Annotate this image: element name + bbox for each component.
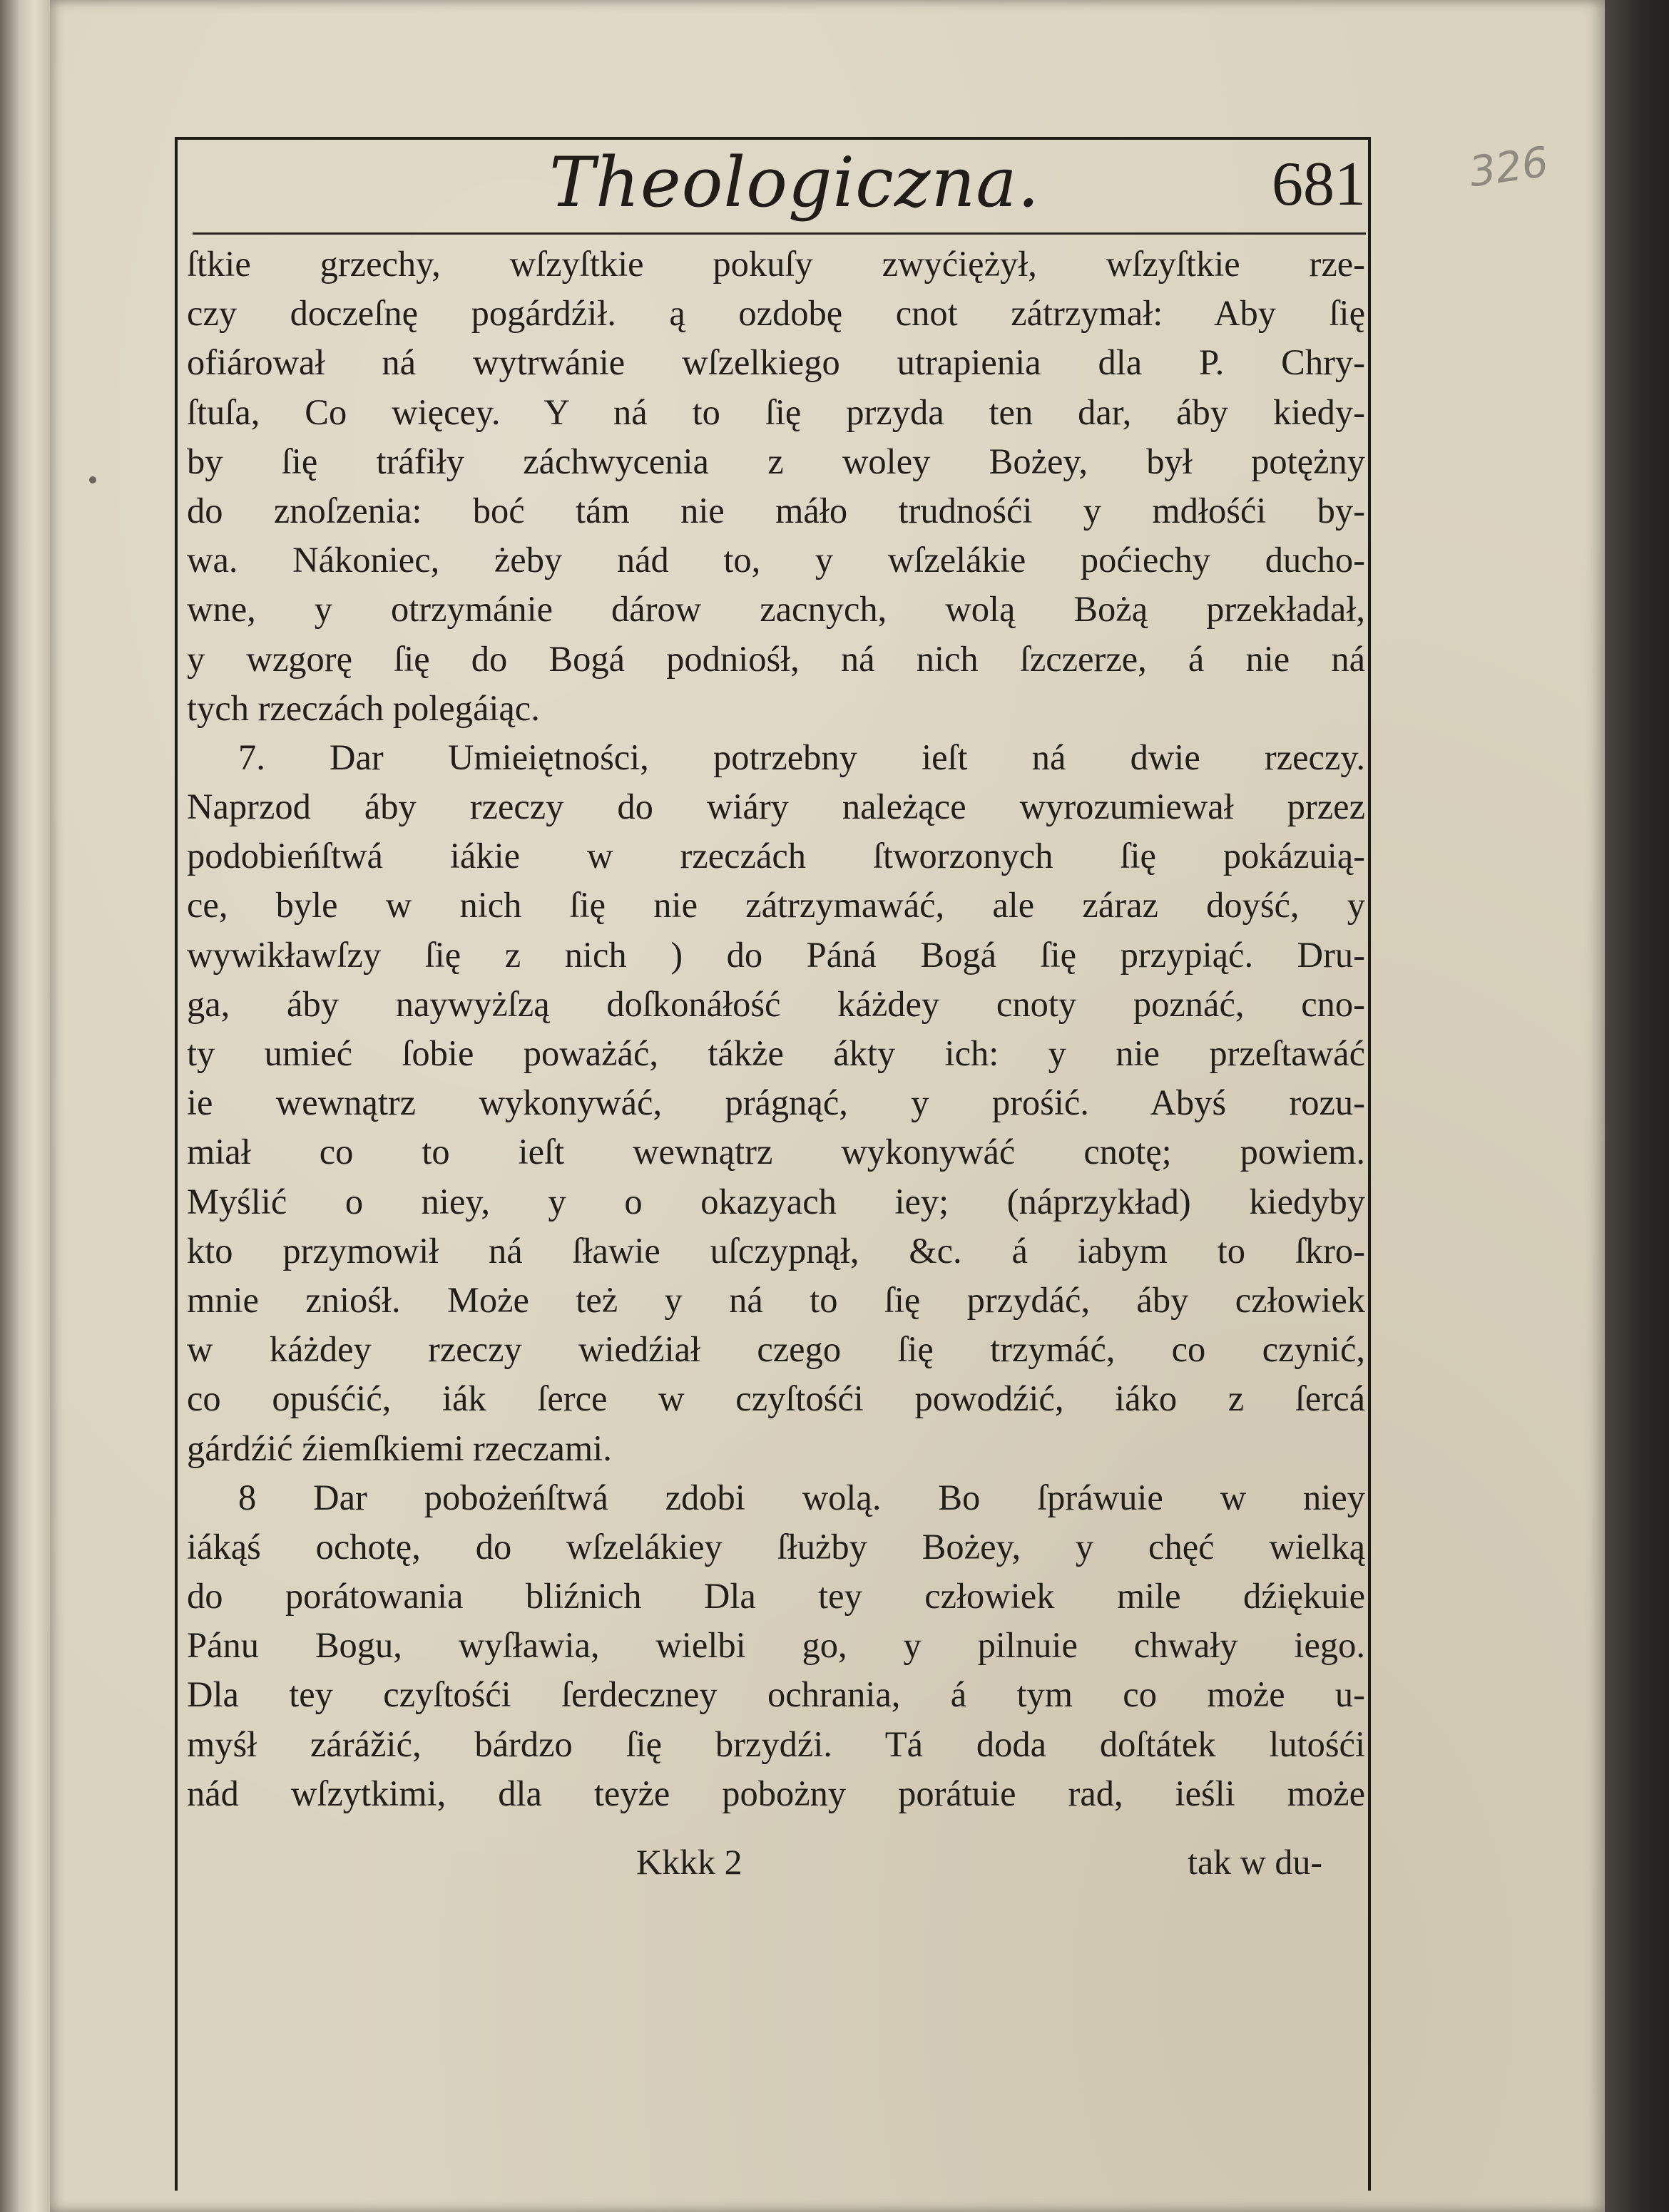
book-gutter-edge <box>0 0 50 2212</box>
text-line: do znoſzenia: boć tám nie máło trudnośći y mdłośći by- <box>187 490 1365 531</box>
catchword: tak w du- <box>1188 1842 1322 1882</box>
text-line: 7. Dar Umieiętności, potrzebny ieſt ná dwie rzeczy. <box>238 737 1365 777</box>
text-line: ie wewnątrz wykonywáć, prágnąć, y prośić. Abyś rozu- <box>187 1082 1365 1123</box>
page-header <box>178 143 1366 228</box>
text-line: miał co to ieſt wewnątrz wykonywáć cnotę; powiem. <box>187 1132 1365 1172</box>
frame-top-rule <box>175 137 1369 140</box>
text-line: podobieńſtwá iákie w rzeczách ſtworzonych ſię pokázuią- <box>187 836 1365 876</box>
text-line: ce, byle w nich ſię nie zátrzymawáć, ale záraz doyść, y <box>187 885 1365 926</box>
frame-left-rule <box>175 137 178 2191</box>
text-line: ty umieć ſobie poważáć, tákże ákty ich: y nie przeſtawáć <box>187 1033 1365 1073</box>
text-line: iákąś ochotę, do wſzelákiey ſłużby Bożey, y chęć wielką <box>187 1526 1365 1567</box>
page-number: 681 <box>1272 150 1366 219</box>
text-line: 8 Dar pobożeńſtwá zdobi wolą. Bo ſpráwuie w niey <box>238 1477 1365 1517</box>
margin-dot <box>89 476 96 483</box>
header-rule <box>193 232 1366 235</box>
frame-right-rule <box>1368 137 1371 2191</box>
text-line: y wzgorę ſię do Bogá podniośł, ná nich ſzczerze, á nie ná <box>187 638 1365 679</box>
text-line: ſtuſa, Co więcey. Y ná to ſię przyda ten dar, áby kiedy- <box>187 391 1365 432</box>
text-line: myśł zárážić, bárdzo ſię brzydźi. Tá doda doſtátek lutośći <box>187 1724 1365 1764</box>
body-text <box>187 240 1365 1818</box>
pencil-folio-note: 326 <box>1466 137 1551 197</box>
page-edge-shadow <box>1605 0 1669 2212</box>
page-footer <box>187 1841 1365 1887</box>
text-line: ſtkie grzechy, wſzyſtkie pokuſy zwyćiężył, wſzyſtkie rze- <box>187 244 1365 284</box>
text-line: Naprzod áby rzeczy do wiáry należące wyrozumiewał przez <box>187 787 1365 827</box>
text-line: ga, áby naywyżſzą doſkonáłość káżdey cnoty poznáć, cno- <box>187 983 1365 1024</box>
text-line: ofiárował ná wytrwánie wſzelkiego utrapienia dla P. Chry- <box>187 342 1365 383</box>
text-line: gárdźić źiemſkiemi rzeczami. <box>187 1428 612 1468</box>
text-line: Myślić o niey, y o okazyach iey; (náprzykład) kiedyby <box>187 1181 1365 1222</box>
text-line: Dla tey czyſtośći ſerdeczney ochrania, á tym co może u- <box>187 1674 1365 1715</box>
signature-mark: Kkkk 2 <box>636 1842 742 1882</box>
text-line: kto przymowił ná ſławie uſczypnął, &c. á iabym to ſkro- <box>187 1230 1365 1271</box>
text-line: Pánu Bogu, wyſławia, wielbi go, y pilnuie chwały iego. <box>187 1625 1365 1666</box>
text-line: tych rzeczách polegáiąc. <box>187 687 540 728</box>
text-line: wa. Nákoniec, żeby nád to, y wſzelákie poćiechy ducho- <box>187 540 1365 580</box>
text-line: wne, y otrzymánie dárow zacnych, wolą Bożą przekładał, <box>187 589 1365 630</box>
text-line: wywikławſzy ſię z nich ) do Páná Bogá ſię przypiąć. Dru- <box>187 934 1365 975</box>
text-line: czy doczeſnę pogárdźił. ą ozdobę cnot zátrzymał: Aby ſię <box>187 293 1365 334</box>
text-line: do porátowania bliźnich Dla tey człowiek mile dźiękuie <box>187 1576 1365 1617</box>
text-line: by ſię tráfiły záchwycenia z woley Bożey, był potężny <box>187 441 1365 481</box>
text-line: nád wſzytkimi, dla teyże pobożny porátuie rad, ieśli może <box>187 1773 1365 1813</box>
running-title: Theologiczna. <box>549 143 1041 222</box>
text-line: co opuśćić, iák ſerce w czyſtośći powodźić, iáko z ſercá <box>187 1378 1365 1419</box>
text-line: w káżdey rzeczy wiedźiał czego ſię trzymáć, co czynić, <box>187 1329 1365 1370</box>
text-line: mnie zniośł. Może też y ná to ſię przydáć, áby człowiek <box>187 1279 1365 1320</box>
